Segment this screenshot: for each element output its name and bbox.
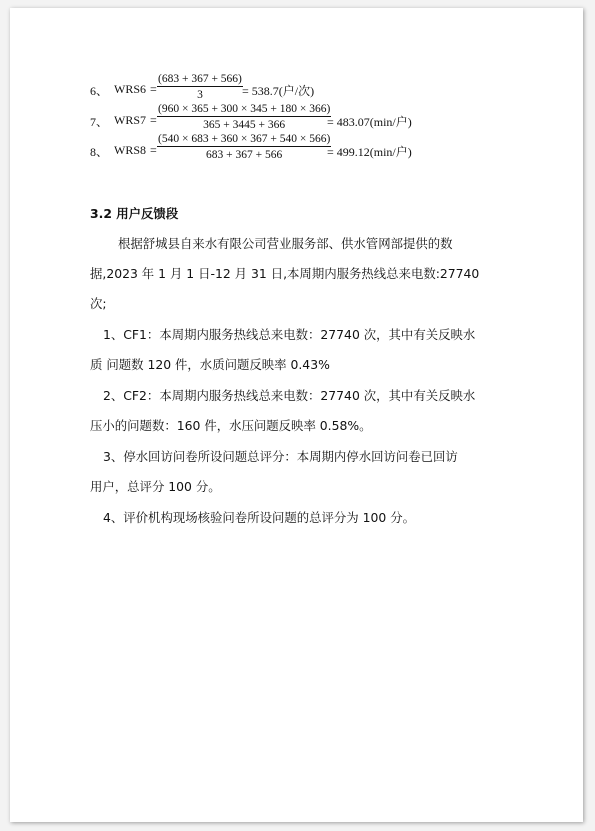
section-heading: 3.2 用户反馈段 [90,206,179,221]
paragraph-line: 次; [90,296,107,311]
paragraph-line: 据,2023 年 1 月 1 日-12 月 31 日,本周期内服务热线总来电数:27740 [90,266,480,281]
formula-name: WRS8 [114,143,147,157]
paragraph-line: 根据舒城县自来水有限公司营业服务部、供水管网部提供的数 [118,236,453,251]
formula-index: 8、 [90,145,109,159]
formula-fraction [157,133,331,161]
formula-result: = 538.7(户/次) [242,84,315,98]
formula-name: WRS6 [114,82,147,96]
formula-equals: = [150,82,157,96]
formula-numerator: (683 + 367 + 566) [158,73,242,85]
formula-name: WRS7 [114,113,147,127]
formula-index: 6、 [90,84,109,98]
formula-denominator: 3 [197,89,203,101]
paragraph-line: 用户，总评分 100 分。 [90,479,221,494]
paragraph-line: 压小的问题数：160 件，水压问题反映率 0.58%。 [90,418,372,433]
formula-denominator: 365 + 3445 + 366 [203,119,286,131]
formula-equals: = [150,113,157,127]
formula-index: 7、 [90,115,109,129]
paragraph-line: 1、CF1：本周期内服务热线总来电数：27740 次，其中有关反映水 [103,327,476,342]
formula-denominator: 683 + 367 + 566 [206,149,283,161]
formula-fraction [157,73,243,101]
formula-fraction [157,103,331,131]
paragraph-line: 3、停水回访问卷所设问题总评分：本周期内停水回访问卷已回访 [103,449,458,464]
formula-result: = 499.12(min/户) [327,145,412,159]
paragraph-line: 2、CF2：本周期内服务热线总来电数：27740 次，其中有关反映水 [103,388,476,403]
formula-numerator: (540 × 683 + 360 × 367 + 540 × 566) [158,133,331,145]
document-page [10,8,583,822]
formula-result: = 483.07(min/户) [327,115,412,129]
paragraph-line: 4、评价机构现场核验问卷所设问题的总评分为 100 分。 [103,510,416,525]
formula-numerator: (960 × 365 + 300 × 345 + 180 × 366) [158,103,331,115]
formula-equals: = [150,143,157,157]
paragraph-line: 质 问题数 120 件，水质问题反映率 0.43% [90,357,330,372]
